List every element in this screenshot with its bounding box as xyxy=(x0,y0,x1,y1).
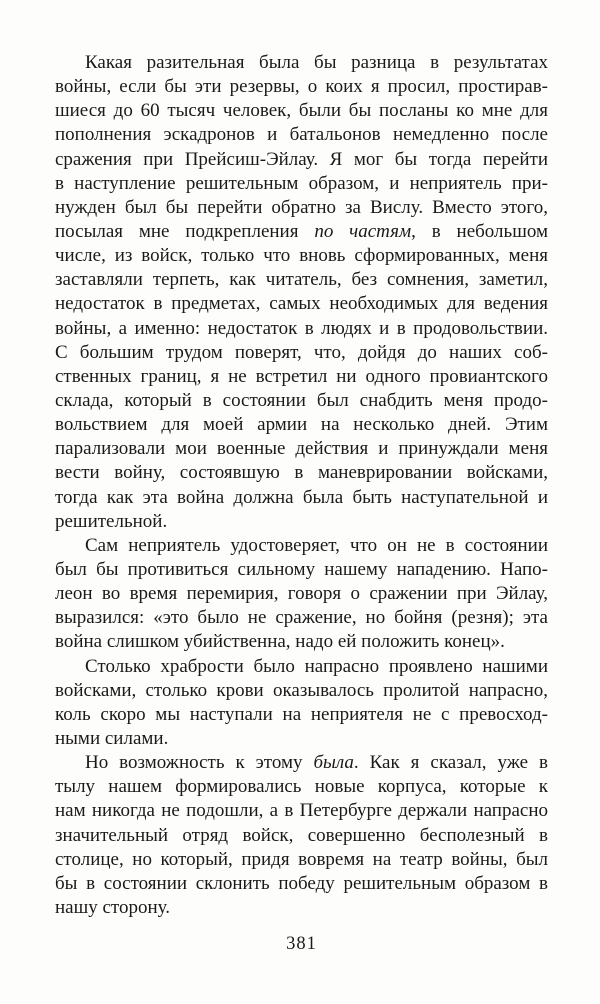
text-line: войны, а именно: недостаток в людях и в продовольствии. xyxy=(55,317,548,339)
text-line: Столько храбрости было напрасно проявлено нашими xyxy=(85,655,548,677)
text-line xyxy=(55,220,548,244)
text-line: столице, но который, придя вовремя на театр войны, был xyxy=(55,848,548,870)
text-line: С большим трудом поверят, что, дойдя до наших соб- xyxy=(55,341,548,363)
paragraph xyxy=(55,655,548,752)
text-line: в наступление решительным образом, и неприятель при- xyxy=(55,172,548,194)
text-line: ственных границ, я не встретил ни одного провиантского xyxy=(55,365,548,387)
text-line: шиеся до 60 тысяч человек, были бы посланы ко мне для xyxy=(55,100,548,122)
text-line: числе, из войск, только что вновь сформированных, меня xyxy=(55,245,548,267)
text-line: Сам неприятель удостоверяет, что он не в состоянии xyxy=(85,534,548,556)
text-line: Какая разительная была бы разница в результатах xyxy=(85,52,548,73)
page-text xyxy=(55,51,548,920)
text-line: пополнения эскадронов и батальонов немедленно после xyxy=(55,124,548,146)
text-line: вести войну, состоявшую в маневрировании войсками, xyxy=(55,462,548,484)
paragraph xyxy=(55,51,548,534)
text-line: войны, если бы эти резервы, о коих я просил, простирав- xyxy=(55,76,548,98)
italic-phrase: по частям xyxy=(314,220,412,242)
paragraph xyxy=(55,534,548,655)
text-line: нам никогда не подошли, а в Петербурге держали напрасно xyxy=(55,800,548,822)
page-number: 381 xyxy=(286,934,317,954)
text-line: недостаток в предметах, самых необходимых для ведения xyxy=(55,293,548,315)
text-line: решительной. xyxy=(55,510,168,532)
text-line: бы в состоянии склонить победу решительным образом в xyxy=(55,872,548,894)
text-line: вольствием для моей армии на несколько дней. Этим xyxy=(55,414,548,436)
paragraph xyxy=(55,751,548,920)
text-line: был бы противиться сильному нашему нападению. Напо- xyxy=(55,558,548,580)
text-line: война слишком убийственна, надо ей положить конец». xyxy=(55,631,505,653)
text-segment: , в небольшом xyxy=(411,220,548,242)
text-line: сражения при Прейсиш-Эйлау. Я мог бы тогда перейти xyxy=(55,148,548,170)
text-line: выразился: «это было не сражение, но бойня (резня); эта xyxy=(55,607,548,629)
text-line: склада, который в состоянии был снабдить меня продо- xyxy=(55,389,548,411)
text-line: нужден был бы перейти обратно за Вислу. Вместо этого, xyxy=(55,196,548,218)
text-line: тогда как эта война должна была быть наступательной и xyxy=(55,486,548,508)
text-line: войсками, столько крови оказывалось пролитой напрасно, xyxy=(55,679,548,701)
text-line: ными силами. xyxy=(55,727,169,749)
text-line: леон во время перемирия, говоря о сражении при Эйлау, xyxy=(55,583,548,605)
text-segment: . Как я сказал, уже в xyxy=(353,752,548,774)
italic-phrase: была xyxy=(313,752,354,774)
text-segment: Но возможность к этому xyxy=(85,752,314,774)
text-line: тылу нашем формировались новые корпуса, которые к xyxy=(55,776,548,798)
text-line: значительный отряд войск, совершенно бесполезный в xyxy=(55,824,548,846)
text-line: заставляли терпеть, как читатель, без сомнения, заметил, xyxy=(55,269,548,291)
text-segment: посылая мне подкрепления xyxy=(55,220,315,242)
text-line: коль скоро мы наступали на неприятеля не с превосход- xyxy=(55,703,548,725)
text-line: парализовали мои военные действия и принуждали меня xyxy=(55,438,548,460)
text-line: нашу сторону. xyxy=(55,896,170,918)
text-line xyxy=(55,751,548,775)
